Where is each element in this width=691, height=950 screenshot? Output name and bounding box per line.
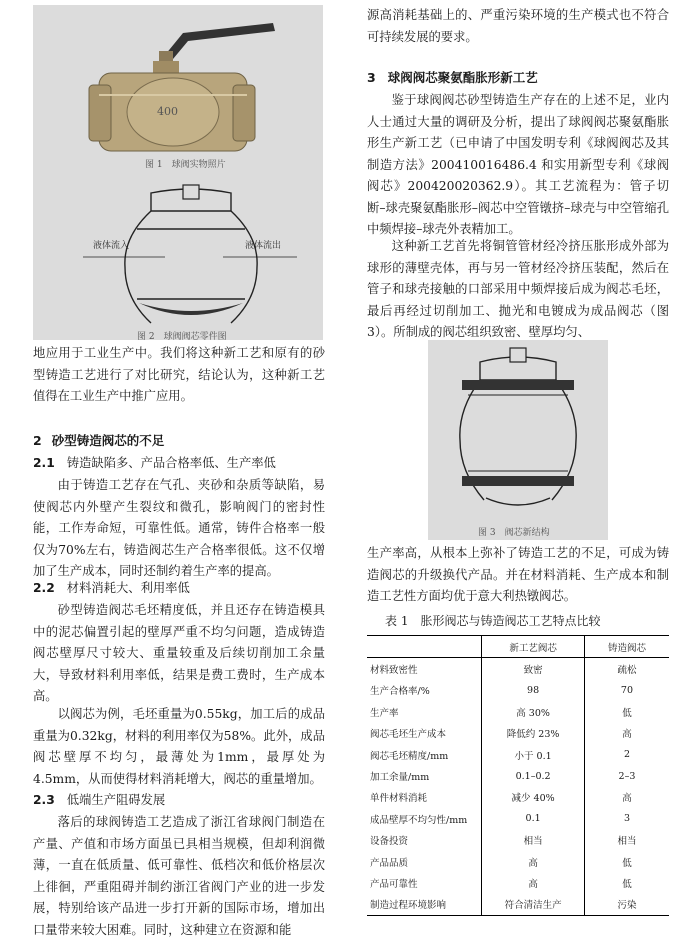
left-intro-paragraph: 地应用于工业生产中。我们将这种新工艺和原有的砂型铸造工艺进行了对比研究，结论认为，这种新工艺值得在工业生产中推广应用。 — [33, 346, 325, 403]
section-2-2-number: 2.2 — [33, 581, 55, 595]
table-row — [367, 723, 669, 744]
figure2-caption: 图 2 球阀阀芯零件图 — [137, 332, 227, 342]
section-2-2-heading — [33, 578, 190, 596]
table-row — [367, 765, 669, 786]
section-2-3-heading — [33, 790, 165, 808]
table-cell: 生产率 — [370, 707, 399, 719]
valve-core-drawing — [33, 177, 323, 327]
valve-marking: 400 — [157, 105, 178, 118]
table-cell: 相当 — [617, 836, 637, 848]
figure-panel-1-2 — [33, 5, 323, 340]
section-2-3-number: 2.3 — [33, 793, 55, 807]
table-cell: 成品壁厚不均匀性/mm — [370, 814, 468, 826]
table-row — [367, 744, 669, 765]
figure1-caption: 图 1 球阀实物照片 — [145, 160, 226, 170]
table-cell: 高 30% — [482, 701, 585, 722]
new-valve-core-drawing — [428, 340, 608, 520]
table-header-cell — [367, 636, 482, 658]
table-cell: 高 — [482, 851, 585, 872]
table-row — [367, 830, 669, 851]
table-cell: 疏松 — [617, 665, 637, 677]
table-cell: 高 — [622, 729, 632, 741]
table-cell: 98 — [482, 680, 585, 701]
table-cell: 材料致密性 — [370, 665, 418, 677]
section-2-2-title: 材料消耗大、利用率低 — [66, 581, 190, 595]
table-cell: 2 — [623, 749, 630, 761]
section-3-paragraph-b: 这种新工艺首先将铜管管材经冷挤压胀形成外部为球形的薄壁壳体，再与另一管材经冷挤压装配，然后在管子和球壳接触的口部采用中频焊接后成为阀芯毛坯，最后再经过切削加工、抛光和电镀成为成品阀芯（图 3）。所制成的阀芯组织致密、壁厚均匀、 — [367, 239, 669, 339]
section-2-1-paragraph: 由于铸造工艺存在气孔、夹砂和杂质等缺陷，易使阀芯内外壁产生裂纹和微孔，影响阀门的密封性能，工作寿命短，可靠性低。通常，铸件合格率一般仅为70%左右，铸造阀芯生产合格率很低。这不仅增加了生产成本，同时还制约着生产率的提高。 — [33, 478, 325, 578]
table-cell: 低 — [622, 707, 632, 719]
table-cell: 低 — [622, 878, 632, 890]
table-cell: 加工余量/mm — [370, 772, 430, 784]
right-top-paragraph: 源高消耗基础上的、严重污染环境的生产模式也不符合可持续发展的要求。 — [367, 8, 669, 44]
table-header-cell: 铸造阀芯 — [607, 642, 646, 654]
table-cell: 产品可靠性 — [370, 878, 418, 890]
section-2-title: 砂型铸造阀芯的不足 — [51, 433, 165, 448]
section-2-heading — [33, 431, 164, 449]
table-cell: 小于 0.1 — [482, 744, 585, 765]
figure-3-panel — [428, 340, 608, 540]
table-cell: 产品品质 — [370, 857, 409, 869]
table-row — [367, 658, 669, 680]
table-cell: 2–3 — [618, 770, 636, 782]
table-cell: 污染 — [617, 900, 637, 912]
table-header-row — [367, 636, 669, 658]
table-cell: 0.1 — [482, 808, 585, 829]
table-row — [367, 894, 669, 916]
table-row — [367, 701, 669, 722]
section-2-2-paragraph-a: 砂型铸造阀芯毛坯精度低，并且还存在铸造模具中的泥芯偏置引起的壁厚严重不均匀问题，造成铸造阀芯壁厚尺寸较大、重量较重及后续切削加工余量大，导致材料利用率低，结果是费工费时，生产成本高。 — [33, 603, 325, 703]
table-header-cell: 新工艺阀芯 — [482, 636, 585, 658]
section-2-2-paragraph-b: 以阀芯为例，毛坯重量为0.55kg，加工后的成品重量为0.32kg，材料的利用率仅为58%。此外，成品阀芯壁厚不均匀，最薄处为1mm，最厚处为4.5mm，从而使得材料消耗增大，阀芯的重量增加。 — [33, 707, 325, 786]
section-2-1-number: 2.1 — [33, 456, 55, 470]
table-cell: 低 — [622, 857, 632, 869]
table-row — [367, 680, 669, 701]
table-cell: 符合清洁生产 — [482, 894, 585, 916]
table-cell: 相当 — [482, 830, 585, 851]
table-cell: 阀芯毛坯精度/mm — [370, 750, 449, 762]
table-cell: 单件材料消耗 — [370, 793, 428, 805]
section-3-paragraph-c: 生产率高，从根本上弥补了铸造工艺的不足，可成为铸造阀芯的升级换代产品。并在材料消耗、生产成本和制造工艺性方面均优于意大利热镦阀芯。 — [367, 546, 669, 603]
table-row — [367, 872, 669, 893]
section-2-1-heading — [33, 453, 276, 471]
table-cell: 制造过程环境影响 — [370, 900, 447, 912]
table-cell: 阀芯毛坯生产成本 — [370, 729, 447, 741]
table-row — [367, 808, 669, 829]
section-3-number: 3 — [367, 70, 376, 85]
section-2-3-paragraph: 落后的球阀铸造工艺造成了浙江省球阀门制造在产量、产值和市场方面虽已具相当规模，但却利润微薄，一直在低质量、低可靠性、低档次和低价格层次上徘徊，严重阻碍并制约浙江省阀门产业的进一步发展，特别给该产品进一步打开新的国际市场，增加出口量带来较大困难。同时，这种建立在资源和能 — [33, 815, 325, 937]
table-row — [367, 851, 669, 872]
section-3-title: 球阀阀芯聚氨酯胀形新工艺 — [387, 70, 538, 85]
ball-valve-photo — [33, 5, 323, 175]
table-cell: 0.1–0.2 — [482, 765, 585, 786]
table-cell: 70 — [620, 684, 633, 696]
label-liquid-in: 液体流入 — [93, 241, 130, 251]
figure3-caption: 图 3 阀芯新结构 — [478, 528, 550, 538]
table-cell: 致密 — [482, 658, 585, 680]
section-3-heading — [367, 68, 538, 86]
table-cell: 3 — [623, 813, 630, 825]
table-cell: 降低约 23% — [482, 723, 585, 744]
section-2-number: 2 — [33, 433, 42, 448]
table-cell: 减少 40% — [482, 787, 585, 808]
section-2-1-title: 铸造缺陷多、产品合格率低、生产率低 — [66, 456, 276, 470]
table-cell: 设备投资 — [370, 836, 409, 848]
label-liquid-out: 液体流出 — [245, 241, 282, 251]
section-3-paragraph-a: 鉴于球阀阀芯砂型铸造生产存在的上述不足，业内人士通过大量的调研及分析，提出了球阀阀芯聚氨酯胀形生产新工艺（已申请了中国发明专利《球阀阀芯及其制造方法》200410016486.4 和实用新型专利《球阀阀芯》200420020362.9）。其工艺流程为：管子切断–球壳聚氨酯胀形–阀芯中空管镦挤–球壳与中空管缩孔中频焊接–球壳外表精加工。 — [367, 93, 669, 236]
table-cell: 高 — [482, 872, 585, 893]
table-cell: 生产合格率/% — [370, 686, 430, 698]
table-row — [367, 787, 669, 808]
table1-caption: 表 1 胀形阀芯与铸造阀芯工艺特点比较 — [385, 614, 601, 628]
comparison-table — [367, 635, 669, 916]
table-cell: 高 — [622, 793, 632, 805]
section-2-3-title: 低端生产阻碍发展 — [66, 793, 166, 807]
